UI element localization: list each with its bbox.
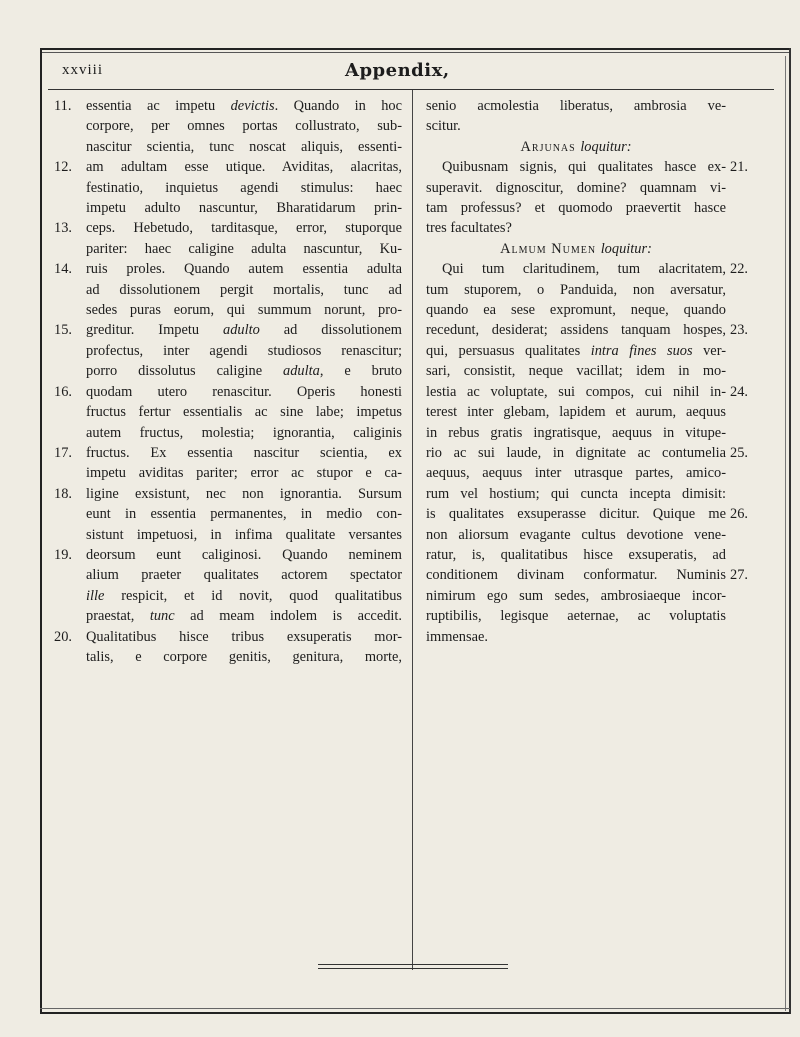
text-line bbox=[426, 565, 748, 585]
text-line bbox=[426, 218, 726, 238]
text-run: festinatio, inquietus agendi stimulus: haec bbox=[86, 179, 402, 196]
text-run: sedes puras eorum, qui summum norunt, pro- bbox=[86, 302, 402, 319]
text-run: fructus. Ex essentia nascitur scientia, ex bbox=[86, 444, 402, 461]
text-run: alium praeter qualitates actorem spectator bbox=[86, 567, 402, 584]
running-title: Appendix, bbox=[345, 60, 450, 81]
text-line bbox=[426, 341, 726, 361]
italic-text: adulta bbox=[283, 363, 320, 380]
verse-number: 22. bbox=[730, 261, 748, 278]
text-run: lestia ac voluptate, sui compos, cui nihil in- bbox=[426, 383, 726, 400]
footer-rule bbox=[318, 964, 508, 969]
verse-number: 19. bbox=[54, 546, 72, 563]
text-run: , e bruto bbox=[319, 363, 402, 380]
text-line bbox=[86, 525, 402, 545]
text-line bbox=[426, 116, 726, 136]
italic-text: adulto bbox=[223, 322, 260, 339]
text-line bbox=[426, 504, 748, 524]
text-run: tres facultates? bbox=[426, 220, 512, 237]
speaker-verb: loquitur: bbox=[600, 240, 652, 257]
left-column bbox=[54, 96, 402, 667]
text-line bbox=[426, 402, 726, 422]
text-line bbox=[426, 259, 748, 279]
text-line bbox=[86, 606, 402, 626]
frame-top-inner-rule bbox=[40, 52, 790, 53]
text-run: aequus, aequus inter utrasque partes, amico- bbox=[426, 465, 726, 482]
text-run: nimirum ego sum sedes, ambrosiaeque incor- bbox=[426, 587, 726, 604]
text-line bbox=[426, 300, 726, 320]
text-run: deorsum eunt caliginosi. Quando neminem bbox=[86, 546, 402, 563]
text-run: corpore, per omnes portas collustrato, sub- bbox=[86, 118, 402, 135]
text-run: impetu adulto nascuntur, Bharatidarum prin- bbox=[86, 200, 402, 217]
text-run: rio ac sui laude, in dignitate ac contumelia bbox=[426, 444, 726, 461]
text-run: . Quando in hoc bbox=[274, 98, 402, 114]
text-line bbox=[86, 239, 402, 259]
text-line bbox=[426, 545, 726, 565]
text-run: ver- bbox=[692, 342, 726, 359]
text-run: Quibusnam signis, qui qualitates hasce ex- bbox=[442, 159, 726, 176]
page-header bbox=[40, 56, 780, 88]
text-run: tum stuporem, o Panduida, non aversatur, bbox=[426, 281, 726, 298]
text-line bbox=[426, 198, 726, 218]
text-run: am adultam esse utique. Aviditas, alacritas, bbox=[86, 159, 402, 176]
verse-number: 25. bbox=[730, 444, 748, 461]
text-run: rum vel hostium; qui cuncta incepta dimisit: bbox=[426, 485, 726, 502]
italic-text: tunc bbox=[149, 608, 175, 625]
text-line bbox=[426, 96, 726, 116]
text-run: non aliorsum evagante cultus devotione vene- bbox=[426, 526, 726, 543]
text-run: impetu aviditas pariter; error ac stupor e ca- bbox=[86, 465, 402, 482]
frame-left-rule bbox=[40, 48, 42, 1014]
text-line bbox=[86, 341, 402, 361]
text-run: conditionem divinam conformatur. Numinis bbox=[426, 567, 726, 584]
column-divider bbox=[412, 90, 413, 970]
text-run: pariter: haec caligine adulta nascuntur, Ku- bbox=[86, 240, 402, 257]
text-run: scitur. bbox=[426, 118, 461, 135]
text-line bbox=[54, 627, 402, 647]
speaker-name: Arjunas bbox=[520, 138, 576, 155]
verse-number: 12. bbox=[54, 159, 72, 176]
text-line bbox=[426, 361, 726, 381]
verse-number: 21. bbox=[730, 159, 748, 176]
frame-bottom-inner-rule bbox=[40, 1008, 790, 1009]
text-run: quodam utero renascitur. Operis honesti bbox=[86, 383, 402, 400]
text-run: autem fructus, molestia; ignorantia, caliginis bbox=[86, 424, 402, 441]
text-line bbox=[426, 423, 726, 443]
text-run: porro dissolutus caligine bbox=[86, 363, 284, 380]
frame-right-inner-rule bbox=[785, 56, 786, 1011]
text-run: superavit. dignoscitur, domine? quamnam vi- bbox=[426, 179, 726, 196]
text-run: ad dissolutionem bbox=[259, 322, 402, 339]
frame-right-rule bbox=[789, 48, 791, 1014]
text-run: greditur. Impetu bbox=[86, 322, 223, 339]
verse-number: 11. bbox=[54, 98, 72, 114]
text-run: tam professus? et quomodo praevertit hasce bbox=[426, 200, 726, 217]
right-column bbox=[426, 96, 748, 647]
text-run: senio acmolestia liberatus, ambrosia ve- bbox=[426, 98, 726, 114]
text-line bbox=[86, 361, 402, 381]
text-line bbox=[426, 463, 726, 483]
text-run: ligine exsistunt, nec non ignorantia. Sursum bbox=[86, 485, 402, 502]
verse-number: 20. bbox=[54, 628, 72, 645]
text-line bbox=[54, 96, 402, 116]
text-line bbox=[86, 178, 402, 198]
text-line bbox=[86, 300, 402, 320]
text-run: Qui tum claritudinem, tum alacritatem, bbox=[442, 261, 726, 278]
text-line bbox=[426, 157, 748, 177]
text-run: Qualitatibus hisce tribus exsuperatis mor- bbox=[86, 628, 402, 645]
page-number: xxviii bbox=[62, 62, 104, 78]
text-run: qui, persuasus qualitates bbox=[426, 342, 591, 359]
speaker-name: Almum Numen bbox=[500, 240, 597, 257]
verse-number: 24. bbox=[730, 383, 748, 400]
text-run: fructus fertur essentialis ac sine labe; impetus bbox=[86, 404, 402, 421]
text-line bbox=[426, 484, 726, 504]
text-line bbox=[426, 178, 726, 198]
text-line bbox=[86, 647, 402, 667]
text-line bbox=[426, 443, 748, 463]
speaker-verb: loquitur: bbox=[580, 138, 632, 155]
text-run: ruptibilis, legisque aeternae, ac voluptatis bbox=[426, 608, 726, 625]
text-line bbox=[86, 586, 402, 606]
verse-number: 14. bbox=[54, 261, 72, 278]
text-run: eunt in essentia permanentes, in medio con- bbox=[86, 506, 402, 523]
frame-top-rule bbox=[40, 48, 790, 50]
text-line bbox=[426, 320, 748, 340]
text-run: ruis proles. Quando autem essentia adulta bbox=[86, 261, 402, 278]
text-run: is qualitates exsuperasse dicitur. Quique me bbox=[426, 506, 726, 523]
text-run: profectus, inter agendi studiosos renascitur; bbox=[86, 342, 402, 359]
text-line bbox=[54, 545, 402, 565]
text-line bbox=[54, 484, 402, 504]
text-line bbox=[426, 525, 726, 545]
text-line bbox=[86, 463, 402, 483]
speaker-heading bbox=[426, 137, 726, 157]
verse-number: 23. bbox=[730, 322, 748, 339]
verse-number: 17. bbox=[54, 444, 72, 461]
text-line bbox=[86, 137, 402, 157]
text-line bbox=[54, 320, 402, 340]
verse-number: 18. bbox=[54, 485, 72, 502]
verse-number: 27. bbox=[730, 567, 748, 584]
text-run: ad dissolutionem pergit mortalis, tunc ad bbox=[86, 281, 402, 298]
text-line bbox=[426, 627, 726, 647]
text-run: quando ea sese expromunt, neque, quando bbox=[426, 302, 726, 319]
text-line bbox=[86, 423, 402, 443]
text-run: praestat, bbox=[86, 608, 150, 625]
text-run: respicit, et id novit, quod qualitatibus bbox=[104, 587, 402, 604]
italic-text: ille bbox=[86, 587, 105, 604]
verse-number: 26. bbox=[730, 506, 748, 523]
frame-bottom-rule bbox=[40, 1012, 790, 1014]
text-run: ad meam indolem is accedit. bbox=[174, 608, 402, 625]
text-run: sari, consistit, neque vacillat; idem in mo- bbox=[426, 363, 726, 380]
text-line bbox=[426, 586, 726, 606]
text-run: in rebus gratis ingratisque, aequus in vitupe- bbox=[426, 424, 726, 441]
text-run: sistunt impetuosi, in infima qualitate versantes bbox=[86, 526, 402, 543]
text-line bbox=[86, 280, 402, 300]
text-line bbox=[86, 116, 402, 136]
text-run: recedunt, desiderat; assidens tanquam hospes, bbox=[426, 322, 726, 339]
verse-number: 16. bbox=[54, 383, 72, 400]
text-line bbox=[86, 198, 402, 218]
text-line bbox=[54, 259, 402, 279]
verse-number: 15. bbox=[54, 322, 72, 339]
text-line bbox=[54, 443, 402, 463]
text-line bbox=[426, 280, 726, 300]
text-run: terest inter glebam, lapidem et aurum, aequus bbox=[426, 404, 726, 421]
text-line bbox=[426, 382, 748, 402]
text-line bbox=[54, 157, 402, 177]
text-run: immensae. bbox=[426, 628, 488, 645]
text-run: ceps. Hebetudo, tarditasque, error, stuporque bbox=[86, 220, 402, 237]
text-line bbox=[54, 218, 402, 238]
italic-text: intra fines suos bbox=[590, 342, 693, 359]
verse-number: 13. bbox=[54, 220, 72, 237]
text-line bbox=[54, 382, 402, 402]
text-run: essentia ac impetu bbox=[86, 98, 231, 114]
text-line bbox=[426, 606, 726, 626]
text-run: talis, e corpore genitis, genitura, morte, bbox=[86, 648, 402, 665]
text-line bbox=[86, 504, 402, 524]
italic-text: devictis bbox=[230, 98, 275, 114]
speaker-heading bbox=[426, 239, 726, 259]
text-line bbox=[86, 402, 402, 422]
header-rule bbox=[48, 89, 774, 90]
text-run: ratur, is, qualitatibus hisce exsuperatis, ad bbox=[426, 546, 726, 563]
text-run: nascitur scientia, tunc noscat aliquis, essenti- bbox=[86, 138, 402, 155]
text-line bbox=[86, 565, 402, 585]
